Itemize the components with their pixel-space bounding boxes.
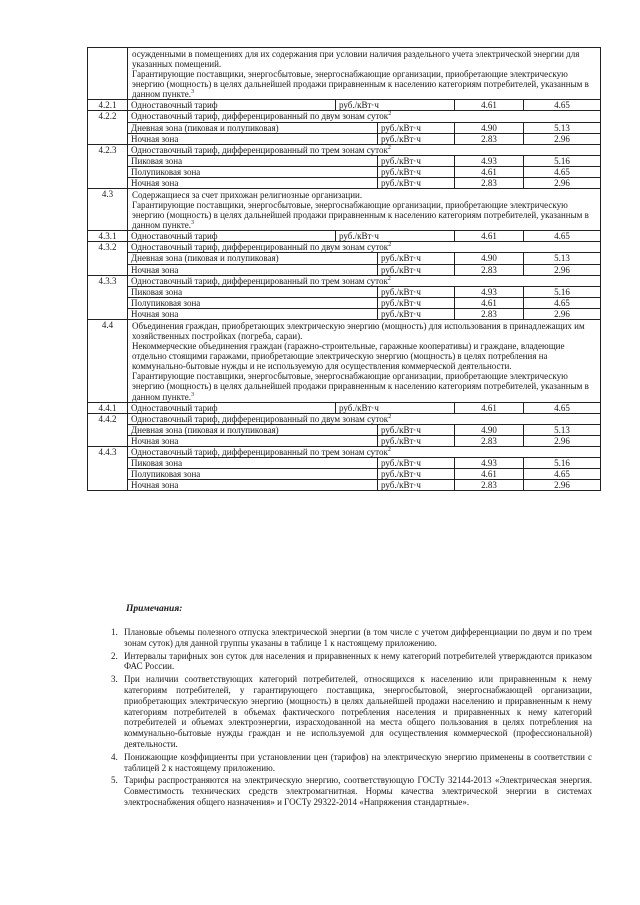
value-second-half: 2.96: [524, 435, 601, 446]
table-row: [88, 319, 601, 402]
row-number: 4.4: [88, 319, 128, 402]
row-label: Одноставочный тариф, дифференцированный по трем зонам суток$^2$: [128, 144, 601, 155]
unit-cell: руб./кВт·ч: [378, 457, 455, 468]
footnote-ref: 2: [388, 242, 392, 249]
value-second-half: 5.13: [524, 122, 601, 133]
value-first-half: 2.83: [455, 435, 524, 446]
table-row: [88, 100, 601, 111]
table-row: [88, 275, 601, 286]
value-first-half: 4.61: [455, 100, 524, 111]
note-number: 3.: [111, 674, 118, 685]
footnote-ref: 2: [387, 144, 391, 151]
row-label: Полупиковая зона: [128, 297, 378, 308]
value-second-half: 2.96: [524, 264, 601, 275]
value-second-half: 4.65: [524, 166, 601, 177]
value-first-half: 4.61: [455, 166, 524, 177]
table-row: [88, 469, 601, 480]
row-label: Одноставочный тариф: [128, 402, 336, 413]
unit-cell: руб./кВт·ч: [378, 297, 455, 308]
value-second-half: 4.65: [524, 297, 601, 308]
value-first-half: 2.83: [455, 177, 524, 188]
footnote-ref: 2: [388, 413, 392, 420]
value-first-half: 4.61: [455, 469, 524, 480]
value-second-half: 5.16: [524, 286, 601, 297]
table-row: [88, 424, 601, 435]
table-row: [88, 231, 601, 242]
unit-cell: руб./кВт·ч: [378, 480, 455, 491]
tariff-table-body: [88, 48, 601, 491]
section-text: [128, 189, 601, 231]
row-label: Одноставочный тариф: [128, 100, 336, 111]
unit-cell: руб./кВт·ч: [378, 264, 455, 275]
row-label: Полупиковая зона: [128, 166, 378, 177]
footnote-ref: 3: [191, 220, 195, 227]
row-label: Дневная зона (пиковая и полупиковая): [128, 122, 378, 133]
note-item: [104, 674, 592, 750]
value-second-half: 5.16: [524, 155, 601, 166]
table-row: [88, 253, 601, 264]
footnote-ref: 3: [191, 391, 195, 398]
unit-cell: руб./кВт·ч: [378, 122, 455, 133]
table-row: [88, 48, 601, 100]
unit-cell: руб./кВт·ч: [378, 177, 455, 188]
value-first-half: 2.83: [455, 480, 524, 491]
unit-cell: руб./кВт·ч: [378, 155, 455, 166]
table-row: [88, 308, 601, 319]
row-label: Ночная зона: [128, 435, 378, 446]
row-label: Ночная зона: [128, 308, 378, 319]
row-number: 4.4.2: [88, 413, 128, 446]
value-first-half: 2.83: [455, 133, 524, 144]
table-row: [88, 111, 601, 122]
row-number: 4.2.3: [88, 144, 128, 188]
table-row: [88, 166, 601, 177]
row-number: 4.3.2: [88, 242, 128, 275]
row-label: Одноставочный тариф, дифференцированный по трем зонам суток$^2$: [128, 275, 601, 286]
value-first-half: 4.93: [455, 286, 524, 297]
value-first-half: 2.83: [455, 308, 524, 319]
value-second-half: 4.65: [524, 469, 601, 480]
note-item: [104, 627, 592, 649]
table-row: [88, 264, 601, 275]
table-row: [88, 286, 601, 297]
row-label: Одноставочный тариф, дифференцированный по двум зонам суток$^2$: [128, 111, 601, 122]
section-paragraph: Некоммерческие объединения граждан (гаражно-строительные, гаражные кооперативы) и граждане, владеющие отдельно стоящими гаражами, приобретающие электрическую энергию (мощность) в целях потребления на коммунально-бытовые нужды и не используемую для осуществления коммерческой деятельности.: [132, 341, 565, 372]
value-first-half: 4.93: [455, 155, 524, 166]
table-row: [88, 189, 601, 231]
table-row: [88, 446, 601, 457]
value-second-half: 2.96: [524, 480, 601, 491]
value-second-half: 2.96: [524, 308, 601, 319]
note-number: 2.: [111, 650, 118, 661]
value-second-half: 4.65: [524, 100, 601, 111]
row-label: Пиковая зона: [128, 155, 378, 166]
table-row: [88, 457, 601, 468]
section-paragraph: Объединения граждан, приобретающих электрическую энергию (мощность) для использования в принадлежащих им хозяйственных постройках (погреба, сараи).: [132, 320, 585, 342]
footnote-ref: 2: [387, 275, 391, 282]
row-label: Дневная зона (пиковая и полупиковая): [128, 424, 378, 435]
notes-list: [104, 627, 592, 810]
notes-title: Примечания:: [126, 604, 183, 614]
unit-cell: руб./кВт·ч: [336, 402, 455, 413]
row-label: Ночная зона: [128, 264, 378, 275]
row-label: Одноставочный тариф, дифференцированный по двум зонам суток$^2$: [128, 242, 601, 253]
value-first-half: 4.93: [455, 457, 524, 468]
table-row: [88, 297, 601, 308]
row-label: Одноставочный тариф, дифференцированный по трем зонам суток$^2$: [128, 446, 601, 457]
value-second-half: 4.65: [524, 402, 601, 413]
section-text: [128, 319, 601, 402]
section-paragraph: Содержащиеся за счет прихожан религиозные организации.: [132, 190, 363, 201]
section-paragraph: осужденными в помещениях для их содержания при условии наличия раздельного учета электрической энергии для указанных помещений.: [132, 49, 580, 70]
value-second-half: 5.13: [524, 424, 601, 435]
note-text: Понижающие коэффициенты при установлении цен (тарифов) на электрическую энергию применены в соответствии с таблицей 2 к настоящему приложению.: [124, 751, 592, 773]
unit-cell: руб./кВт·ч: [378, 286, 455, 297]
row-label: Ночная зона: [128, 133, 378, 144]
section-paragraph: Гарантирующие поставщики, энергосбытовые, энергоснабжающие организации, приобретающие электрическую энергию (мощность) в целях дальнейшей продажи приравненным к населению категориям потребителей, указанным в данном пункте.$^3$: [132, 200, 589, 231]
row-number: 4.2.2: [88, 111, 128, 144]
value-first-half: 4.61: [455, 402, 524, 413]
row-number: 4.4.3: [88, 446, 128, 490]
note-item: [104, 651, 592, 673]
note-text: Тарифы распространяются на электрическую энергию, соответствующую ГОСТу 32144-2013 «Электрическая энергия. Совместимость технических средств электромагнитная. Нормы качества электрической энергии в системах электроснабжения общего назначения» и ГОСТу 29322-2014 «Напряжения стандартные».: [124, 775, 592, 807]
row-label: Одноставочный тариф, дифференцированный по двум зонам суток$^2$: [128, 413, 601, 424]
note-number: 5.: [111, 775, 118, 786]
row-label: Ночная зона: [128, 480, 378, 491]
footnote-ref: 2: [388, 111, 392, 118]
note-number: 4.: [111, 751, 118, 762]
value-second-half: 5.13: [524, 253, 601, 264]
footnote-ref: 3: [191, 89, 195, 96]
note-text: При наличии соответствующих категорий потребителей, относящихся к населению или приравненным к нему категориям потребителей, у гарантирующего поставщика, энергосбытовой, энергоснабжающей организации, приобретающих электрическую энергию (мощность) в целях дальнейшей продажи населению и приравненным к нему категориям потребителей в объемах фактического потребления населения и приравненных к нему категорий потребителей и объемах электроэнергии, израсходованной на места общего пользования в целях потребления на коммунально-бытовые нужды граждан и не используемой для осуществления коммерческой (профессиональной) деятельности.: [124, 674, 592, 749]
value-first-half: 4.61: [455, 231, 524, 242]
note-item: [104, 752, 592, 774]
unit-cell: руб./кВт·ч: [378, 435, 455, 446]
unit-cell: руб./кВт·ч: [378, 133, 455, 144]
table-row: [88, 133, 601, 144]
row-number: 4.4.1: [88, 402, 128, 413]
table-row: [88, 122, 601, 133]
footnote-ref: 2: [387, 446, 391, 453]
unit-cell: руб./кВт·ч: [378, 469, 455, 480]
section-paragraph: Гарантирующие поставщики, энергосбытовые, энергоснабжающие организации, приобретающие электрическую энергию (мощность) в целях дальнейшей продажи приравненным к населению категориям потребителей, указанным в данном пункте.$^3$: [132, 371, 589, 402]
unit-cell: руб./кВт·ч: [378, 308, 455, 319]
note-text: Интервалы тарифных зон суток для населения и приравненных к нему категорий потребителей утверждаются приказом ФАС России.: [124, 650, 592, 672]
value-second-half: 4.65: [524, 231, 601, 242]
value-second-half: 2.96: [524, 177, 601, 188]
row-number: 4.3.3: [88, 275, 128, 319]
table-row: [88, 155, 601, 166]
row-label: Пиковая зона: [128, 457, 378, 468]
row-label: Одноставочный тариф: [128, 231, 336, 242]
row-number: [88, 48, 128, 100]
note-item: [104, 775, 592, 807]
unit-cell: руб./кВт·ч: [336, 100, 455, 111]
table-row: [88, 177, 601, 188]
table-row: [88, 402, 601, 413]
unit-cell: руб./кВт·ч: [378, 166, 455, 177]
table-row: [88, 144, 601, 155]
row-label: Ночная зона: [128, 177, 378, 188]
row-label: Дневная зона (пиковая и полупиковая): [128, 253, 378, 264]
table-row: [88, 413, 601, 424]
row-label: Полупиковая зона: [128, 469, 378, 480]
note-text: Плановые объемы полезного отпуска электрической энергии (в том числе с учетом дифференциации по двум и по трем зонам суток) для данной группы указаны в таблице 1 к настоящему приложению.: [124, 627, 592, 648]
value-first-half: 4.90: [455, 424, 524, 435]
value-first-half: 2.83: [455, 264, 524, 275]
unit-cell: руб./кВт·ч: [378, 253, 455, 264]
table-row: [88, 480, 601, 491]
unit-cell: руб./кВт·ч: [336, 231, 455, 242]
row-number: 4.3: [88, 189, 128, 231]
value-first-half: 4.90: [455, 122, 524, 133]
unit-cell: руб./кВт·ч: [378, 424, 455, 435]
value-second-half: 5.16: [524, 457, 601, 468]
table-row: [88, 435, 601, 446]
section-text: [128, 48, 601, 100]
note-number: 1.: [111, 627, 118, 637]
value-first-half: 4.90: [455, 253, 524, 264]
table-row: [88, 242, 601, 253]
value-second-half: 2.96: [524, 133, 601, 144]
row-number: 4.3.1: [88, 231, 128, 242]
tariff-table: [87, 47, 601, 491]
row-number: 4.2.1: [88, 100, 128, 111]
row-label: Пиковая зона: [128, 286, 378, 297]
section-paragraph: Гарантирующие поставщики, энергосбытовые, энергоснабжающие организации, приобретающие электрическую энергию (мощность) в целях дальнейшей продажи приравненным к населению категориям потребителей, указанным в данном пункте.$^3$: [132, 69, 589, 100]
value-first-half: 4.61: [455, 297, 524, 308]
